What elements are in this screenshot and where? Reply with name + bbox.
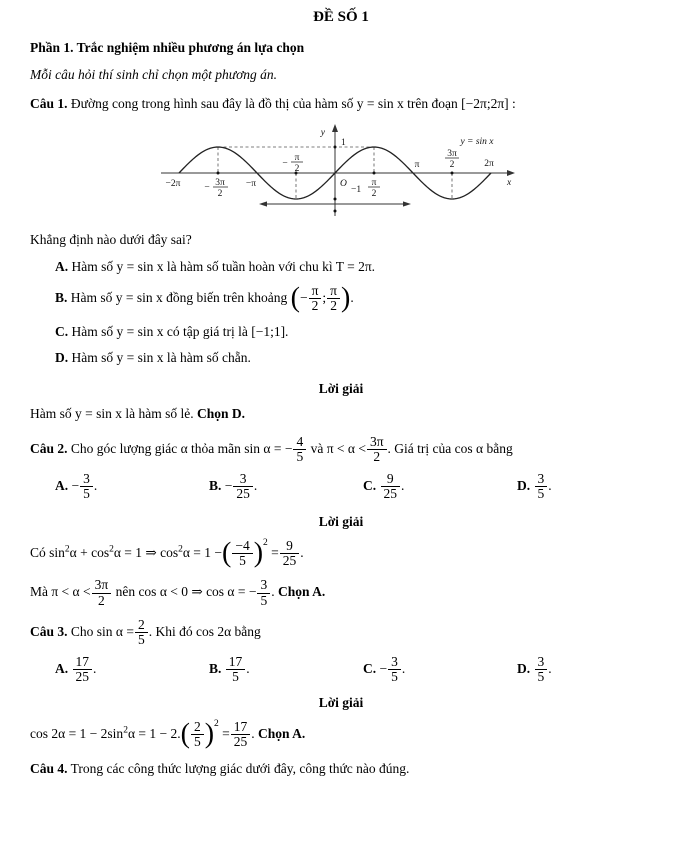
label-3pi2-num: 3π (447, 149, 457, 160)
sol-text: Có sin (30, 544, 65, 560)
q3-intro (30, 618, 652, 647)
page-title: ĐỀ SỐ 1 (313, 9, 369, 25)
q3-option-b: B. $\frac{17}{5}$ . (209, 654, 250, 685)
label-neg-pi2-den: 2 (294, 164, 300, 175)
fraction: $\frac{3}{5}$ (387, 655, 402, 684)
label-pi2-num: π (371, 178, 377, 189)
q1-intro-colon: : (512, 95, 516, 111)
q2-solution-line1 (30, 539, 652, 568)
q1-label: Câu 1. (30, 95, 68, 111)
label-neg-2pi: −2π (165, 179, 181, 190)
period: . (93, 660, 97, 676)
y-axis-label: y (320, 128, 325, 139)
q2-option-a: A. − $\frac{3}{5}$ . (55, 471, 98, 502)
q1-intro-formula: y = sin x (356, 95, 404, 111)
q1-solution-heading: Lời giải (318, 380, 364, 396)
y-max-label: 1 (341, 138, 346, 149)
fraction: $\frac{3}{5}$ (534, 655, 549, 684)
sol-text: cos 2α = 1 − 2sin (30, 725, 124, 741)
option-a-label: A. (55, 258, 69, 274)
fraction: $\frac{2}{5}$ (134, 618, 149, 647)
label-3pi2-den: 2 (449, 160, 455, 171)
fraction: $\frac{3\pi}{2}$ (91, 578, 113, 607)
label-pi2-den: 2 (371, 189, 377, 200)
q2-text-1: Cho góc lượng giác α thỏa mãn (70, 440, 241, 456)
open-paren: ( (222, 537, 232, 569)
option-a-text: Hàm số y = sin x là hàm số tuần hoàn với chu kì T = 2π. (71, 258, 376, 274)
sol-text: α = 1 − 2. (127, 725, 181, 741)
exponent: 2 (123, 725, 128, 736)
q4-text: Trong các công thức lượng giác dưới đây, công thức nào đúng. (70, 761, 410, 777)
sol-text: Mà π < α < (30, 584, 91, 600)
power: 2 (263, 537, 268, 548)
option-c-text: Hàm số y = sin x có tập giá trị là [−1;1]. (71, 323, 289, 339)
q2-options (55, 472, 652, 501)
sine-graph-figure (155, 120, 652, 226)
close-paren: ) (253, 537, 264, 569)
label-neg-pi2-minus: − (282, 159, 288, 170)
minus-sign: − (379, 660, 388, 676)
q1-intro (30, 95, 652, 113)
q1-solution-text: Hàm số y = sin x là hàm số lẻ. (30, 406, 194, 422)
open-paren: ( (180, 718, 190, 750)
fraction: $\frac{\pi}{2}$ (326, 284, 341, 313)
open-paren: ( (290, 282, 300, 314)
x-axis-arrow (507, 170, 515, 176)
exponent: 2 (178, 544, 183, 555)
q1-option-b (55, 284, 652, 313)
period: . (548, 660, 552, 676)
label-neg-pi2-num: π (294, 153, 300, 164)
label-2pi: 2π (484, 159, 494, 170)
q3-choice: Chọn A. (258, 725, 306, 741)
part1-heading: Phần 1. Trắc nghiệm nhiều phương án lựa chọn (30, 39, 305, 55)
minus-sign: − (299, 290, 308, 305)
period: . (246, 660, 250, 676)
q2-intro (30, 435, 652, 464)
label-neg-pi: −π (245, 179, 257, 190)
period: . (350, 290, 354, 305)
exponent: 2 (64, 544, 70, 555)
q3-option-a: A. $\frac{17}{25}$ . (55, 654, 97, 685)
label-neg-3pi2-num: 3π (215, 178, 225, 189)
fraction: $\frac{\pi}{2}$ (308, 284, 323, 313)
fraction: $\frac{2}{5}$ (190, 720, 205, 749)
q1-option-d (55, 349, 652, 367)
q2-choice: Chọn A. (277, 584, 326, 600)
y-min-label: −1 (351, 185, 362, 196)
period: . (253, 477, 258, 493)
label-neg-3pi2-minus: − (204, 183, 210, 194)
q1-option-c (55, 323, 652, 341)
period: . (401, 477, 405, 493)
q1-intro-text: Đường cong trong hình sau đây là đồ thị của hàm số (70, 95, 354, 111)
q2-formula-2: π < α < (326, 440, 366, 456)
q3-solution-heading: Lời giải (318, 695, 364, 711)
sine-graph (155, 120, 555, 222)
sol-text: α + cos (69, 544, 110, 560)
q1-intro-interval: [−2π;2π] (461, 95, 509, 111)
q3-options (55, 655, 652, 684)
option-d-text: Hàm số y = sin x là hàm số chẵn. (71, 350, 251, 366)
curve-label: y = sin x (460, 137, 494, 148)
close-paren: ) (204, 718, 215, 750)
fraction: $\frac{3}{5}$ (256, 578, 271, 607)
q2-text-3: . Giá trị của cos α bằng (387, 440, 513, 456)
option-b-label: B. (55, 290, 68, 305)
sol-text: α = 1 ⇒ cos (113, 544, 179, 560)
fraction: $\frac{3\pi}{2}$ (366, 435, 388, 464)
instruction-text: Mỗi câu hỏi thí sinh chỉ chọn một phương án. (30, 67, 278, 83)
q2-text-2: và (310, 440, 324, 456)
q2-option-b: B. − $\frac{3}{25}$ . (209, 471, 258, 502)
fraction: $\frac{9}{25}$ (279, 539, 301, 568)
q2-label: Câu 2. (30, 440, 68, 456)
label-pi: π (414, 160, 420, 171)
period: . (251, 725, 255, 741)
period: . (93, 477, 98, 493)
q4-intro (30, 760, 652, 778)
fraction: $\frac{17}{25}$ (72, 655, 94, 684)
sol-text: nên cos α < 0 ⇒ cos α = − (115, 584, 257, 600)
option-c-label: C. (55, 323, 69, 339)
q4-label: Câu 4. (30, 761, 68, 777)
q1-option-a (55, 258, 652, 276)
q2-formula-1: sin α = − (244, 440, 293, 456)
y-axis-arrow (332, 124, 338, 132)
fraction: $\frac{17}{25}$ (230, 720, 252, 749)
q1-question: Khẳng định nào dưới đây sai? (30, 232, 192, 248)
fraction: $\frac{4}{5}$ (292, 435, 307, 464)
label-neg-3pi2-den: 2 (217, 189, 223, 200)
fraction: $\frac{3}{25}$ (232, 472, 254, 501)
fraction: $\frac{3}{5}$ (79, 472, 94, 501)
exponent: 2 (109, 544, 114, 555)
q2-solution-line2 (30, 578, 652, 607)
fraction: $\frac{-4}{5}$ (231, 539, 253, 568)
q3-solution (30, 720, 652, 749)
q2-option-d: D. $\frac{3}{5}$ . (517, 471, 552, 502)
power: 2 (214, 718, 219, 729)
period: . (300, 544, 304, 560)
option-b-text: Hàm số y = sin x đồng biến trên khoảng (70, 290, 288, 305)
period: . (271, 584, 275, 600)
separator: ; (322, 290, 327, 305)
fraction: $\frac{17}{5}$ (225, 655, 247, 684)
q3-label: Câu 3. (30, 623, 68, 639)
sol-text: α = 1 − (182, 544, 223, 560)
x-axis-label: x (507, 178, 512, 189)
fraction: $\frac{3}{5}$ (534, 472, 549, 501)
origin-label: O (340, 179, 347, 190)
period: . (401, 660, 406, 676)
q2-option-c: C. $\frac{9}{25}$ . (363, 471, 405, 502)
close-paren: ) (340, 282, 351, 314)
equals-sign: = (222, 725, 230, 741)
option-d-label: D. (55, 350, 69, 366)
q3-option-c: C. − $\frac{3}{5}$ . (363, 654, 406, 685)
q1-solution (30, 405, 652, 423)
q3-text-2: . Khi đó cos 2α bằng (148, 623, 261, 639)
minus-sign: − (71, 477, 80, 493)
q1-intro-text2: trên đoạn (407, 95, 458, 111)
period: . (548, 477, 552, 493)
q3-option-d: D. $\frac{3}{5}$ . (517, 654, 552, 685)
q2-solution-heading: Lời giải (318, 514, 364, 530)
fraction: $\frac{9}{25}$ (380, 472, 402, 501)
minus-sign: − (224, 477, 233, 493)
equals-sign: = (271, 544, 279, 560)
q3-text-1: Cho sin α = (70, 623, 134, 639)
q1-choice: Chọn D. (196, 406, 245, 422)
